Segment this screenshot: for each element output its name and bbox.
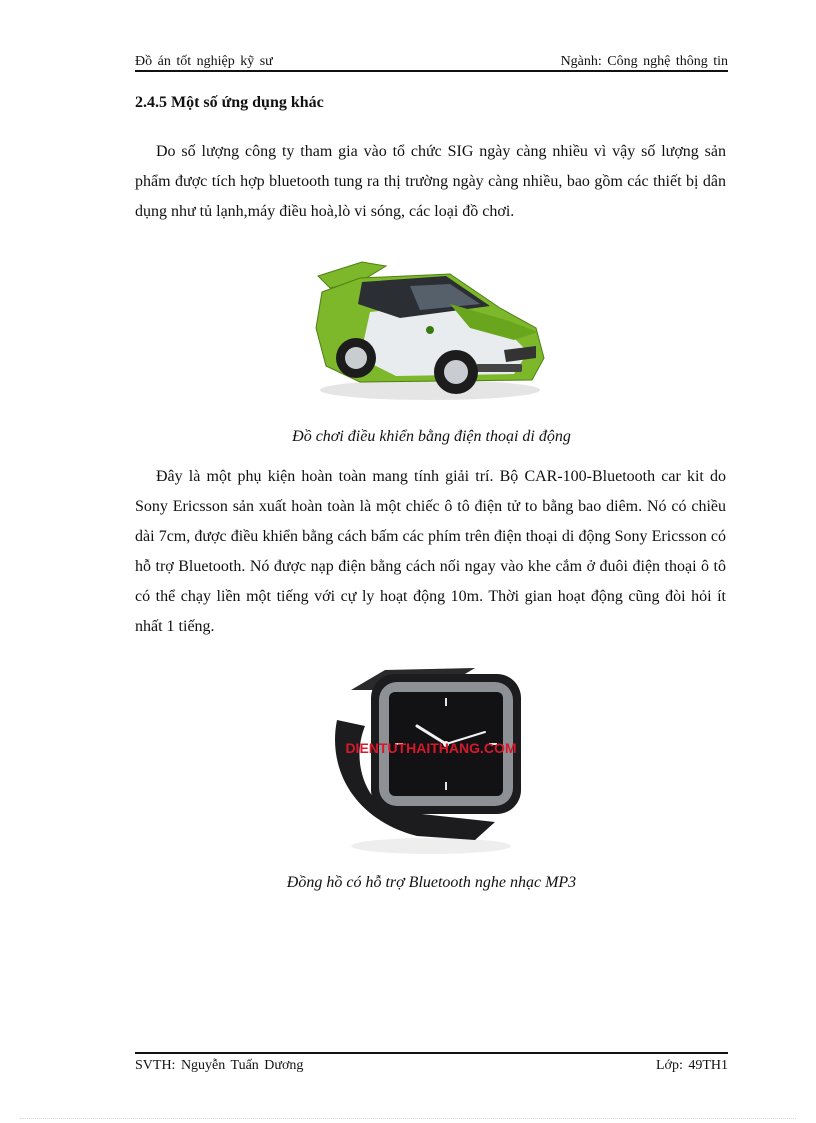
bluetooth-watch-image (325, 660, 537, 856)
paragraph-car-kit: Đây là một phụ kiện hoàn toàn mang tính giải trí. Bộ CAR-100-Bluetooth car kit do Sony Ericsson sản xuất hoàn toàn là một chiếc ô tô điện tử to bằng bao diêm. Nó có chiều dài 7cm, được điều khiển bằng cách bấm các phím trên điện thoại di động Sony Ericsson có hỗ trợ Bluetooth. Nó được nạp điện bằng cách nối ngay vào khe cắm ở đuôi điện thoại ô tô có thể chạy liền một tiếng với cự ly hoạt động 10m. Thời gian hoạt động cũng đòi hỏi ít nhất 1 tiếng. (135, 468, 726, 635)
header-left-text: Đồ án tốt nghiệp kỹ sư (135, 54, 273, 69)
page-header (135, 50, 728, 70)
page-footer (135, 1058, 728, 1078)
watermark-text: DIENTUTHAITHANG.COM (345, 740, 517, 756)
footer-right-text: Lớp: 49TH1 (655, 1058, 728, 1073)
footer-left-text: SVTH: Nguyễn Tuấn Dương (135, 1058, 304, 1073)
header-right-text: Ngành: Công nghệ thông tin (560, 54, 728, 69)
section-heading: 2.4.5 Một số ứng dụng khác (135, 94, 324, 111)
toy-car-image (300, 248, 550, 408)
header-divider (135, 70, 728, 72)
figure-caption-watch: Đồng hồ có hỗ trợ Bluetooth nghe nhạc MP3 (286, 874, 577, 891)
page-edge-divider (20, 1118, 796, 1119)
footer-divider (135, 1052, 728, 1054)
paragraph-intro: Do số lượng công ty tham gia vào tổ chức SIG ngày càng nhiều vì vậy số lượng sản phẩm được tích hợp bluetooth tung ra thị trường ngày càng nhiều, bao gồm các thiết bị dân dụng như tủ lạnh,máy điều hoà,lò vi sóng, các loại đồ chơi. (135, 143, 726, 220)
figure-caption-car: Đồ chơi điều khiển bằng điện thoại di động (292, 428, 571, 445)
